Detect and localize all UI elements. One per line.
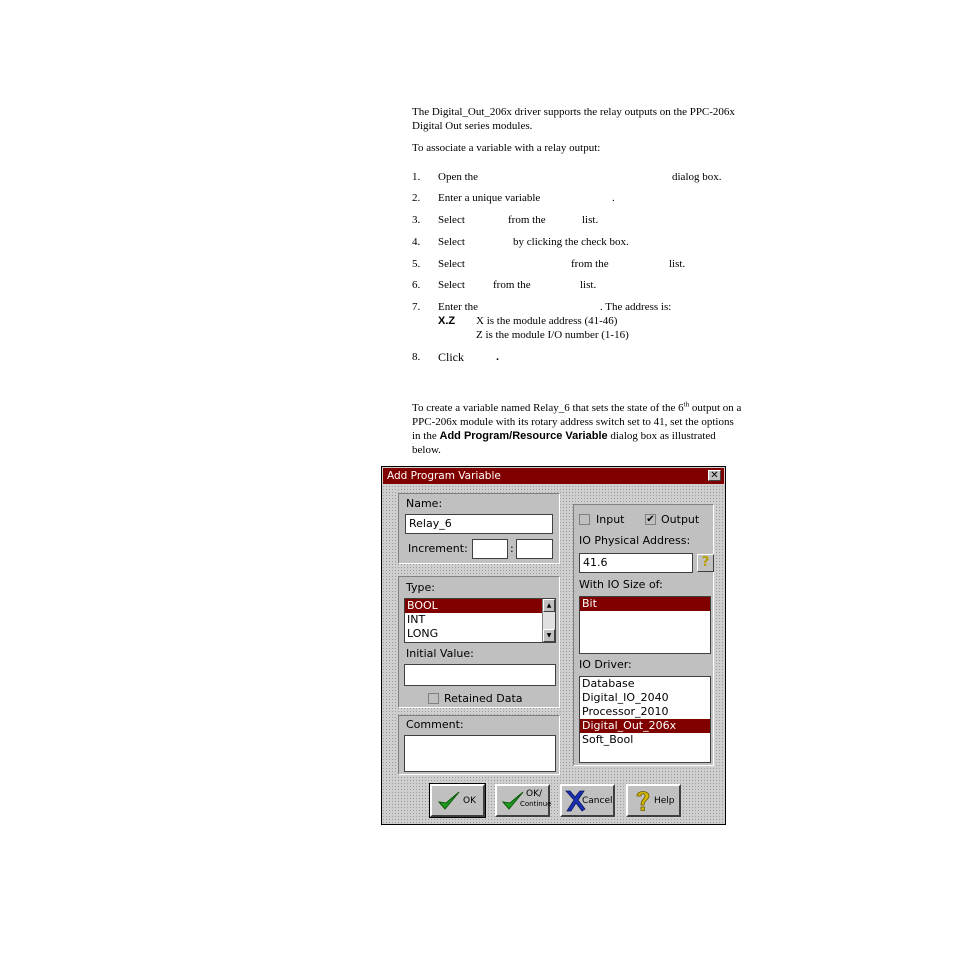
step-text: list. [580,279,597,291]
io-driver-label: IO Driver: [579,658,632,671]
io-size-list[interactable] [579,596,711,654]
step-number: 7. [412,301,421,313]
io-address-input[interactable]: 41.6 [579,553,693,573]
comment-input[interactable] [404,735,556,772]
ok-continue-label-2: Continue [520,800,552,808]
increment-input-2[interactable] [516,539,553,559]
step-text: Click [438,350,464,364]
example-bold: Add Program/Resource Variable [439,430,608,442]
output-checkbox[interactable]: ✔ [646,514,655,525]
step-text: Enter the [438,301,479,313]
step-text: . [612,192,615,204]
initial-value-input[interactable] [404,664,556,686]
type-group [398,576,560,708]
comment-group [398,715,560,775]
ok-continue-label-1: OK/ [526,789,543,799]
step-text: from the [508,214,546,226]
step-text: Open the [438,171,479,183]
retained-checkbox[interactable] [428,693,439,704]
close-icon[interactable]: ✕ [708,470,721,481]
step-text: Enter a unique variable [438,192,541,204]
step-number: 3. [412,214,421,226]
step-text: . [496,351,500,363]
io-driver-list[interactable] [579,676,711,763]
step-text: from the [493,279,531,291]
step-number: 1. [412,171,421,183]
type-label: Type: [406,581,435,594]
step-text: Select [438,258,465,270]
name-group [398,493,560,564]
step-text: by clicking the check box. [513,236,629,248]
address-z-desc: Z is the module I/O number (1-16) [476,329,629,341]
address-format-code: X.Z [438,315,456,327]
initial-value-label: Initial Value: [406,647,474,660]
type-item-bool[interactable]: BOOL [405,599,542,613]
lead-paragraph: To associate a variable with a relay output: [412,142,601,154]
step-number: 6. [412,279,421,291]
address-x-desc: X is the module address (41-46) [476,315,618,327]
example-text: output on a PPC-206x module with its rotary address switch set to 41, set the options in the [412,402,742,442]
example-paragraph [412,401,742,457]
help-button-label: Help [654,796,675,806]
step-number: 5. [412,258,421,270]
io-driver-item-selected[interactable]: Digital_Out_206x [580,719,710,733]
increment-label: Increment: [408,542,468,555]
help-button[interactable] [626,784,681,817]
add-program-variable-dialog [381,466,726,825]
step-text: Select [438,236,465,248]
step-text: Select [438,214,465,226]
cancel-button-label: Cancel [582,796,613,806]
input-checkbox[interactable] [579,514,590,525]
io-size-item[interactable]: Bit [580,597,710,611]
io-address-help-icon[interactable]: ? [697,554,714,572]
step-number: 4. [412,236,421,248]
scroll-down-icon[interactable]: ▼ [543,629,555,642]
dialog-title: Add Program Variable [387,470,501,482]
step-number: 2. [412,192,421,204]
step-text: dialog box. [672,171,722,183]
ok-continue-button[interactable] [495,784,550,817]
increment-separator: : [510,542,514,555]
example-text: To create a variable named Relay_6 that sets the state of the 6 [412,402,684,414]
intro-paragraph: The Digital_Out_206x driver supports the relay outputs on the PPC-206x Digital Out series modules. [412,106,735,132]
io-size-label: With IO Size of: [579,578,663,591]
type-scrollbar[interactable] [542,599,555,642]
ok-button[interactable] [430,784,485,817]
io-driver-item[interactable]: Processor_2010 [582,705,669,718]
green-check-icon [437,789,461,813]
io-address-label: IO Physical Address: [579,534,691,547]
example-sup: th [683,400,690,409]
output-label: Output [661,513,700,526]
example-text: dialog box as illustrated below. [412,430,716,456]
io-driver-item[interactable]: Soft_Bool [582,733,634,746]
comment-label: Comment: [406,718,464,731]
io-driver-item[interactable]: Database [582,677,635,690]
step-text: from the [571,258,609,270]
yellow-question-icon [633,788,653,814]
io-driver-item[interactable]: Digital_IO_2040 [582,691,669,704]
name-label: Name: [406,497,443,510]
type-list[interactable] [404,598,556,643]
step-text: list. [582,214,599,226]
type-item-int[interactable]: INT [407,613,426,626]
ok-button-label: OK [463,796,476,806]
cancel-button[interactable] [560,784,615,817]
io-group [573,504,714,766]
input-label: Input [596,513,625,526]
step-number: 8. [412,351,421,363]
scroll-up-icon[interactable]: ▲ [543,599,555,612]
step-text: Select [438,279,465,291]
name-input[interactable]: Relay_6 [405,514,553,534]
type-item-long[interactable]: LONG [407,627,439,640]
step-text: list. [669,258,686,270]
step-text: . The address is: [600,301,672,313]
increment-input-1[interactable] [472,539,508,559]
retained-label: Retained Data [444,692,523,705]
dialog-titlebar [383,468,724,484]
